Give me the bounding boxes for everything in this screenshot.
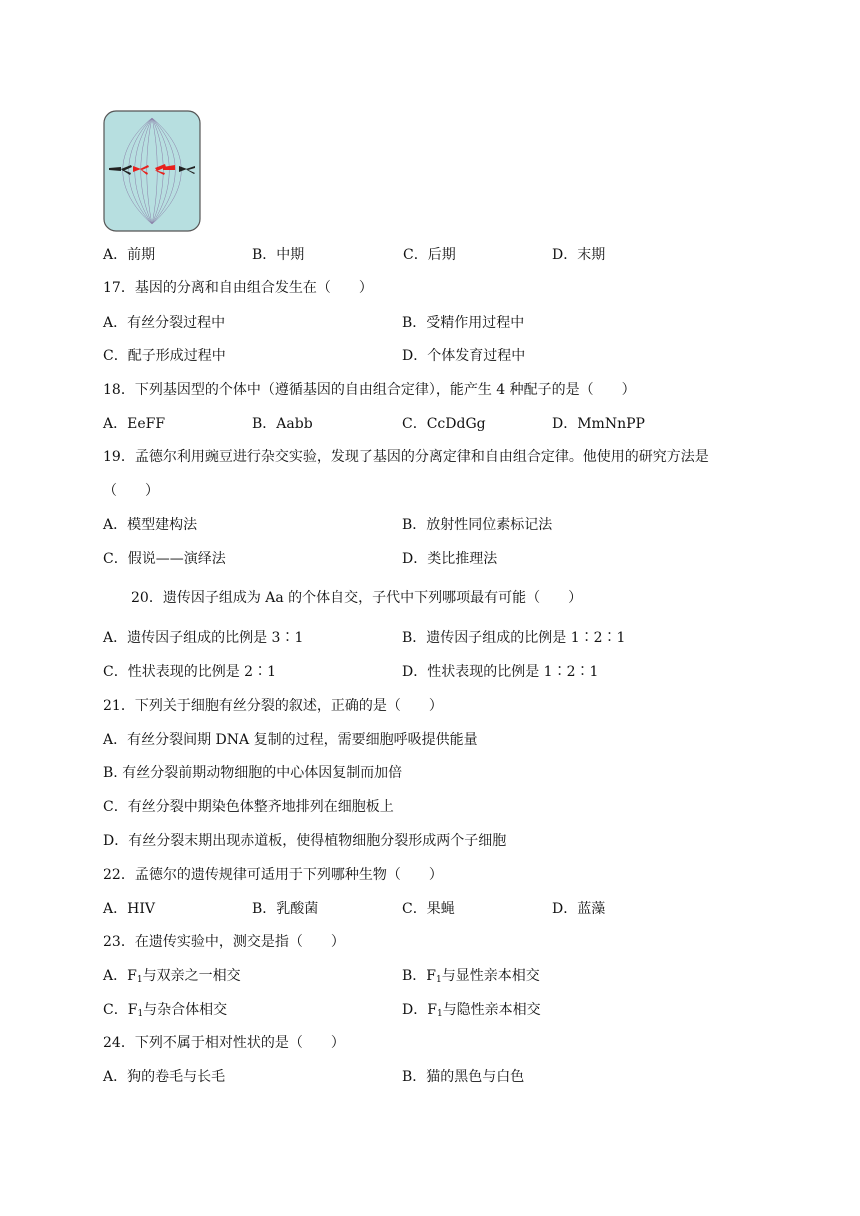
q22-option-d: D．蓝藻 — [552, 901, 606, 917]
q22-option-b: B．乳酸菌 — [252, 901, 319, 917]
q16-option-b: B．中期 — [252, 247, 305, 263]
q16-option-a: A．前期 — [103, 247, 156, 263]
q20-stem: 20．遗传因子组成为 Aa 的个体自交，子代中下列哪项最有可能（ ） — [131, 590, 583, 606]
q23-option-b: B．$F_1$与显性亲本相交 — [402, 968, 540, 985]
q23-option-d: D．$F_1$与隐性亲本相交 — [402, 1002, 541, 1019]
q24-option-b: B．猫的黑色与白色 — [402, 1069, 525, 1085]
q22-stem: 22．孟德尔的遗传规律可适用于下列哪种生物（ ） — [103, 867, 443, 883]
q21-option-a: A．有丝分裂间期 DNA 复制的过程，需要细胞呼吸提供能量 — [103, 732, 478, 748]
q18-option-b: B．Aabb — [252, 416, 313, 432]
q17-option-d: D．个体发育过程中 — [402, 348, 526, 364]
q17-option-b: B．受精作用过程中 — [402, 315, 525, 331]
q19-stem: 19．孟德尔利用豌豆进行杂交实验，发现了基因的分离定律和自由组合定律。他使用的研究方法是 — [103, 449, 709, 465]
q18-option-d: D．MmNnPP — [552, 416, 645, 432]
q18-option-c: C．CcDdGg — [402, 416, 486, 432]
q22-option-c: C．果蝇 — [402, 901, 455, 917]
q19-option-d: D．类比推理法 — [402, 551, 498, 567]
q17-option-a: A．有丝分裂过程中 — [103, 315, 226, 331]
q16-option-d: D．末期 — [552, 247, 606, 263]
q23-stem: 23．在遗传实验中，测交是指（ ） — [103, 934, 345, 950]
q21-option-d: D．有丝分裂末期出现赤道板，使得植物细胞分裂形成两个子细胞 — [103, 833, 507, 849]
q20-option-d: D．性状表现的比例是 1∶2∶1 — [402, 664, 599, 680]
q24-stem: 24．下列不属于相对性状的是（ ） — [103, 1035, 345, 1051]
q21-option-b: B. 有丝分裂前期动物细胞的中心体因复制而加倍 — [103, 765, 403, 781]
q22-option-a: A．HIV — [103, 901, 155, 917]
q24-option-a: A．狗的卷毛与长毛 — [103, 1069, 226, 1085]
cell-division-figure — [103, 110, 201, 232]
q19-option-b: B．放射性同位素标记法 — [402, 517, 553, 533]
q23-option-a: A．$F_1$与双亲之一相交 — [103, 968, 241, 985]
q17-stem: 17．基因的分离和自由组合发生在（ ） — [103, 280, 373, 296]
q17-option-c: C．配子形成过程中 — [103, 348, 226, 364]
q18-stem: 18．下列基因型的个体中（遵循基因的自由组合定律），能产生 4 种配子的是（ ） — [103, 382, 636, 398]
q23-option-c: C．$F_1$与杂合体相交 — [103, 1002, 228, 1019]
q21-stem: 21．下列关于细胞有丝分裂的叙述，正确的是（ ） — [103, 698, 443, 714]
q18-option-a: A．EeFF — [103, 416, 166, 432]
q16-option-c: C．后期 — [403, 247, 456, 263]
q20-option-b: B．遗传因子组成的比例是 1∶2∶1 — [402, 630, 626, 646]
q19-stem-continued: （ ） — [103, 483, 159, 499]
q20-option-c: C．性状表现的比例是 2∶1 — [103, 664, 276, 680]
q20-option-a: A．遗传因子组成的比例是 3∶1 — [103, 630, 304, 646]
q19-option-c: C．假说——演绎法 — [103, 551, 226, 567]
q19-option-a: A．模型建构法 — [103, 517, 198, 533]
q21-option-c: C．有丝分裂中期染色体整齐地排列在细胞板上 — [103, 799, 394, 815]
